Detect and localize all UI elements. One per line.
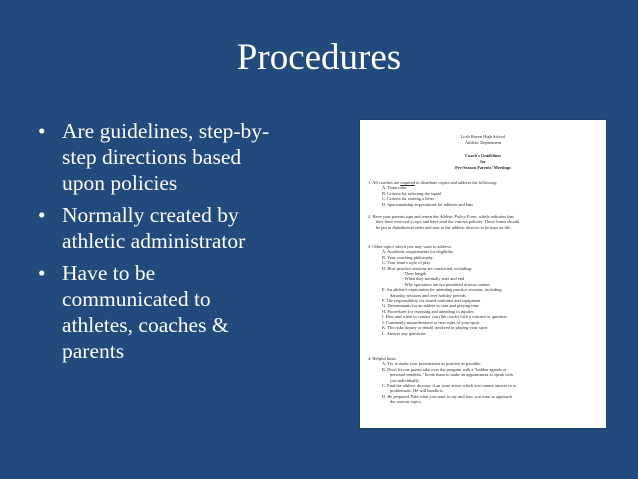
doc-school-name: Loch Raven High School [460, 134, 506, 139]
doc-text: 1. All coaches are [368, 180, 401, 185]
doc-line: C. Find the athletic director, if an issue arises which you cannot answer or is [382, 383, 516, 389]
bullet-line: athletes, coaches & [62, 313, 229, 337]
doc-text: , which indicates that [476, 214, 514, 219]
doc-line: B. Criteria for selecting the squad [382, 190, 442, 196]
doc-department: Athletic Department [465, 140, 501, 145]
doc-line: 3. Other topics which you may want to address: [368, 244, 452, 249]
doc-section-1 [368, 180, 600, 207]
doc-text: 2. Have your parents sign and return the [368, 214, 440, 219]
doc-line: problematic. He will handle it. [390, 388, 444, 394]
doc-line: A. Academic requirements for eligibility [382, 249, 454, 255]
doc-line: be put in alphabetical order and sent to the athletic director to be kept on file. [376, 224, 512, 230]
doc-line: L. Answer any questions [382, 330, 426, 336]
doc-line: J. Commonly misunderstood or new rules of your sport [382, 319, 480, 325]
doc-line: I. How and when to contact you (the coach) with a concern or question [382, 314, 507, 320]
document-image [360, 120, 606, 428]
doc-line: C. Criteria for earning a letter [382, 196, 435, 202]
doc-line: they have received a copy and have read the various policies. These forms should [376, 219, 520, 225]
bullet-line: Are guidelines, step-by- [62, 119, 270, 143]
slide-title: Procedures [236, 37, 402, 78]
doc-line: G. Determinants for an athlete to start and playing time [382, 303, 480, 309]
doc-line: K. The risks (injury or death) involved in playing your sport [382, 325, 488, 331]
doc-line: E. An athlete's expectation for attending practice sessions, including [382, 287, 502, 293]
doc-heading: Coach's Guidelines [465, 153, 501, 158]
doc-section-3 [368, 244, 600, 336]
bullet-line: parents [62, 339, 125, 363]
doc-list [368, 361, 600, 404]
doc-line: personal vendetta." Invite them to make an appointment to speak with [390, 372, 513, 378]
doc-line: A. Team rules [382, 185, 407, 191]
doc-line: 4. Helpful hints: [368, 356, 397, 361]
doc-text: required [400, 180, 415, 185]
doc-line: B. Your coaching philosophy [382, 254, 434, 260]
bullet-dot-icon: • [38, 203, 46, 227]
bullet-item [38, 202, 328, 254]
doc-list [368, 249, 600, 336]
doc-line: D. Be prepared. Plan what you want to say and how you want to approach [382, 393, 513, 399]
doc-line: B. Don't let one parent take over the program with a "hidden agenda or [382, 366, 507, 372]
bullet-line: Have to be [62, 261, 156, 285]
bullet-line: Normally created by [62, 203, 239, 227]
doc-heading: Pre-Season Parents' Meetings [455, 165, 511, 170]
doc-section-2 [368, 214, 600, 230]
bullet-dot-icon: • [38, 261, 46, 285]
doc-line: D. Sportsmanship expectations for athletes and fans [382, 201, 474, 207]
bullet-line: upon policies [62, 171, 178, 195]
doc-line: H. Procedures for reporting and attending to injuries [382, 308, 474, 314]
bullet-line: communicated to [62, 287, 211, 311]
doc-heading: for [480, 159, 486, 164]
doc-line: - Their length [402, 271, 427, 277]
doc-section-4 [368, 356, 600, 405]
doc-line: A. Try to make your presentation as positive as possible. [382, 361, 482, 367]
doc-line: D. How practice sessions are conducted, including: [382, 265, 472, 271]
doc-line: you individually. [390, 377, 420, 383]
doc-line: F. The responsibility for issued uniforms and equipment [382, 298, 481, 304]
doc-line: C. Your team's style of play [382, 260, 431, 266]
doc-line: Saturday sessions and over holiday periods [390, 292, 466, 298]
bullet-list [38, 118, 328, 370]
doc-line: the various topics. [390, 399, 423, 405]
bullet-dot-icon: • [38, 119, 46, 143]
bullet-item [38, 260, 328, 364]
doc-text: to distribute copies and address the following: [414, 180, 498, 185]
bullet-line: step directions based [62, 145, 242, 169]
bullet-item [38, 118, 328, 196]
bullet-line: athletic administrator [62, 229, 246, 253]
doc-text: Athletic Policy Form [439, 214, 477, 219]
doc-line: - Why spectators are not permitted at most venues [402, 281, 490, 287]
doc-line: - When they normally start and end [402, 276, 465, 282]
